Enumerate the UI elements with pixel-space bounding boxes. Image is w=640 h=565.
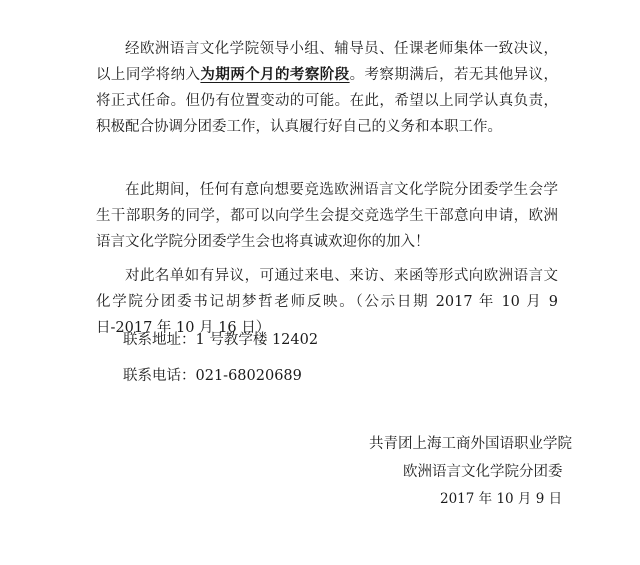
paragraph-objection: 对此名单如有异议，可通过来电、来访、来函等形式向欧洲语言文化学院分团委书记胡梦哲老师反映。（公示日期 2017 年 10 月 9 日-2017 年 10 月 16 日） <box>96 268 558 336</box>
probation-period-highlight: 为期两个月的考察阶段 <box>200 66 350 83</box>
contact-phone: 联系电话：021-68020689 <box>123 368 302 384</box>
signature-department: 欧洲语言文化学院分团委 <box>403 464 563 480</box>
contact-address: 联系地址：1 号教学楼 12402 <box>123 332 319 348</box>
paragraph-probation <box>96 36 558 140</box>
paragraph-probation-text-before: 经欧洲语言文化学院领导小组、辅导员、任课老师集体一致决议，以上同学将纳入 <box>96 41 558 83</box>
paragraph-recruitment: 在此期间，任何有意向想要竞选欧洲语言文化学院分团委学生会学生干部职务的同学，都可以向学生会提交竞选学生干部意向申请，欧洲语言文化学院分团委学生会也将真诚欢迎你的加入！ <box>96 182 558 250</box>
paragraph-probation-text-after: 。考察期满后，若无其他异议，将正式任命。但仍有位置变动的可能。在此，希望以上同学认真负责，积极配合协调分团委工作，认真履行好自己的义务和本职工作。 <box>96 67 559 135</box>
signature-organization: 共青团上海工商外国语职业学院 <box>369 436 572 452</box>
signature-date: 2017 年 10 月 9 日 <box>440 491 563 507</box>
